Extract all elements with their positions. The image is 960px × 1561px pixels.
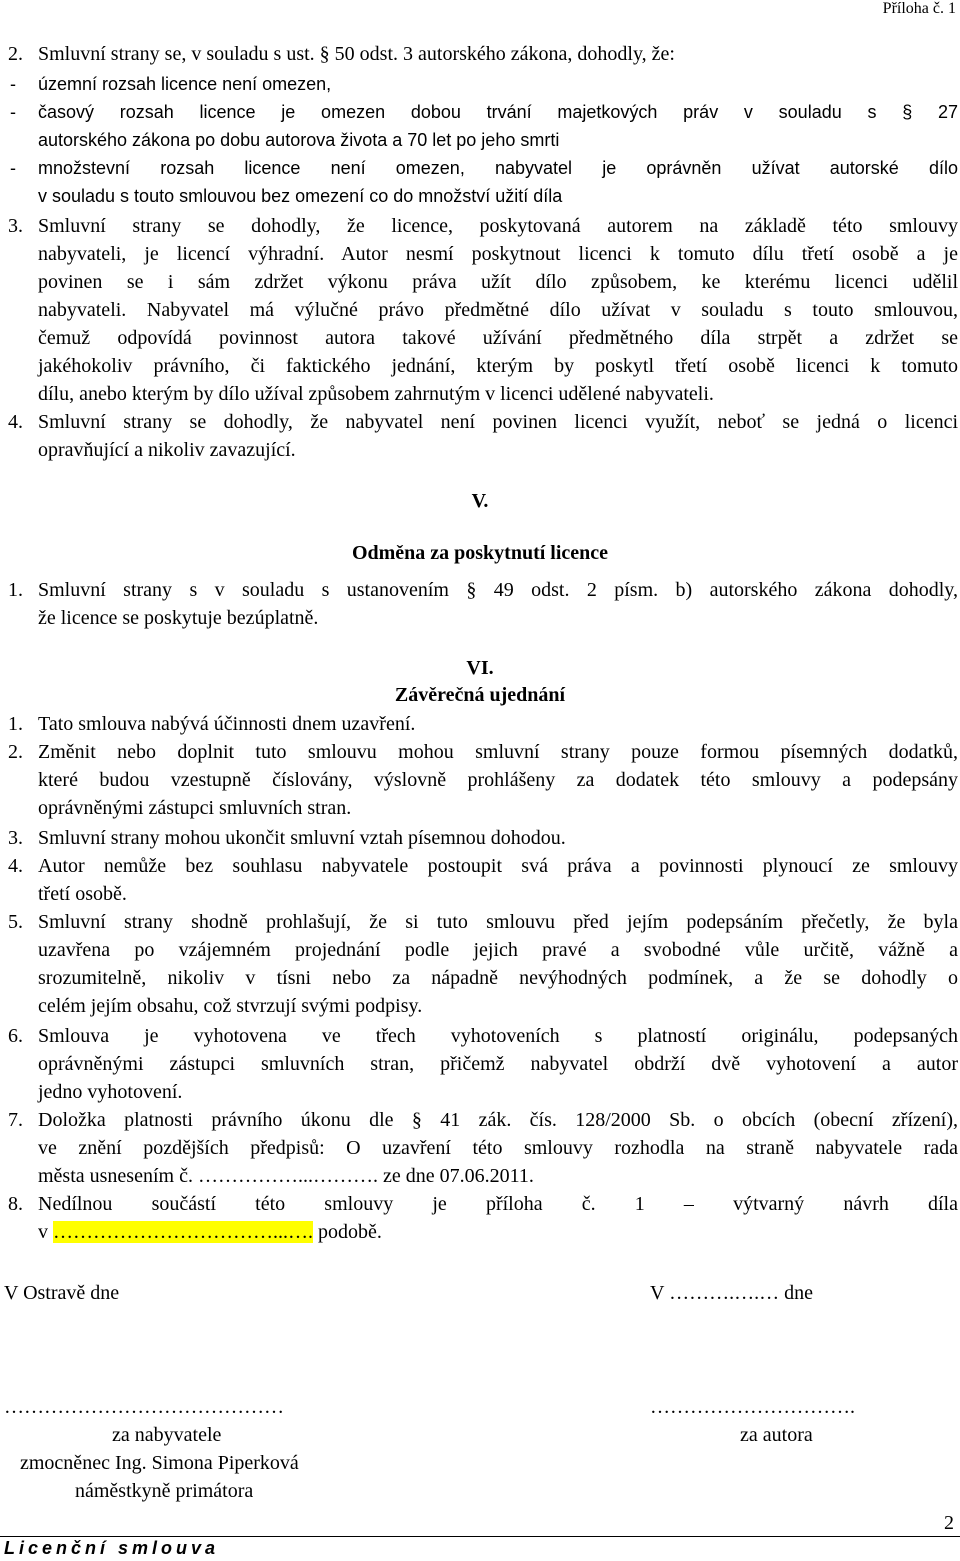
dash-bullet: - bbox=[10, 158, 16, 178]
dash-bullet: - bbox=[10, 102, 16, 122]
signature-name-left: zmocněnec Ing. Simona Piperková bbox=[20, 1452, 299, 1474]
footer-rule bbox=[0, 1536, 960, 1537]
footer-document-name: Licenční smlouva bbox=[4, 1538, 220, 1558]
dash-bullet: - bbox=[10, 74, 16, 94]
section-title: Odměna za poskytnutí licence bbox=[351, 542, 609, 564]
signature-line-left: …………………………………… bbox=[4, 1396, 284, 1418]
signature-place-left: V Ostravě dne bbox=[4, 1282, 120, 1304]
highlighted-blank-field: ……………………………...…. bbox=[53, 1221, 313, 1243]
paragraph-line: nabyvateli, je licencí výhradní. Autor nesmí poskytnout licenci k tomuto dílu třetí osobě a je bbox=[38, 243, 958, 265]
paragraph-line: Smluvní strany s v souladu s ustanovením § 49 odst. 2 písm. b) autorského zákona dohodly, bbox=[38, 579, 958, 601]
signature-role-left: za nabyvatele bbox=[112, 1424, 222, 1446]
item-number: 3. bbox=[8, 827, 23, 849]
item-number: 8. bbox=[8, 1193, 23, 1215]
signature-place-right: V ……….….… dne bbox=[650, 1282, 813, 1304]
paragraph-line: nabyvateli. Nabyvatel má výlučné právo předmětné dílo užívat v souladu s touto smlouvou, bbox=[38, 299, 958, 321]
paragraph-line: čemuž odpovídá povinnost autora takové užívání předmětného díla strpět a zdržet se bbox=[38, 327, 958, 349]
paragraph-line: Smluvní strany shodně prohlašují, že si tuto smlouvu před jejím podepsáním přečetly, že byla bbox=[38, 911, 958, 933]
section-number: VI. bbox=[466, 657, 494, 679]
dash-line: územní rozsah licence není omezen, bbox=[38, 74, 332, 94]
paragraph-line: oprávněnými zástupci smluvních stran. bbox=[38, 797, 352, 819]
dash-line: autorského zákona po dobu autorova života a 70 let po jeho smrti bbox=[38, 130, 560, 150]
item8-suffix: podobě. bbox=[313, 1221, 382, 1243]
item-number: 5. bbox=[8, 911, 23, 933]
section-number: V. bbox=[471, 490, 489, 512]
item-number: 6. bbox=[8, 1025, 23, 1047]
paragraph-line: Autor nemůže bez souhlasu nabyvatele postoupit svá práva a povinnosti plynoucí ze smlouvy bbox=[38, 855, 958, 877]
item-number: 2. bbox=[8, 741, 23, 763]
paragraph-line: jedno vyhotovení. bbox=[38, 1081, 183, 1103]
item-number: 1. bbox=[8, 579, 23, 601]
paragraph-line: Smluvní strany mohou ukončit smluvní vztah písemnou dohodou. bbox=[38, 827, 566, 849]
item-number: 4. bbox=[8, 411, 23, 433]
page-number: 2 bbox=[944, 1512, 954, 1534]
signature-line-right: …………………………. bbox=[650, 1396, 855, 1418]
paragraph-line: Smluvní strany se dohodly, že licence, poskytovaná autorem na základě této smlouvy bbox=[38, 215, 958, 237]
dash-line: v souladu s touto smlouvou bez omezení co do množství užití díla bbox=[38, 186, 563, 206]
item-number: 1. bbox=[8, 713, 23, 735]
paragraph-line: opravňující a nikoliv zavazující. bbox=[38, 439, 296, 461]
item-number: 3. bbox=[8, 215, 23, 237]
item-number: 2. bbox=[8, 43, 23, 65]
dash-line: množstevní rozsah licence není omezen, nabyvatel je oprávněn užívat autorské dílo bbox=[38, 158, 958, 178]
annex-label: Příloha č. 1 bbox=[882, 0, 956, 17]
paragraph-line: třetí osobě. bbox=[38, 883, 127, 905]
paragraph-line: Smluvní strany se, v souladu s ust. § 50 odst. 3 autorského zákona, dohodly, že: bbox=[38, 43, 675, 65]
paragraph-line: povinen se i sám zdržet výkonu práva užít dílo způsobem, ke kterému licenci udělil bbox=[38, 271, 958, 293]
paragraph-line: že licence se poskytuje bezúplatně. bbox=[38, 607, 319, 629]
paragraph-line: uzavřena po vzájemném projednání podle jejich pravé a svobodné vůle určitě, vážně a bbox=[38, 939, 958, 961]
section-title: Závěrečná ujednání bbox=[394, 684, 566, 706]
paragraph-line: srozumitelně, nikoliv v tísni nebo za nápadně nevýhodných podmínek, a že se dohodly o bbox=[38, 967, 958, 989]
paragraph-line: ve znění pozdějších předpisů: O uzavření této smlouvy rozhodla na straně nabyvatele rada bbox=[38, 1137, 958, 1159]
paragraph-line: dílu, anebo kterým by dílo užíval způsobem zahrnutým v licenci udělené nabyvateli. bbox=[38, 383, 714, 405]
paragraph-line: Tato smlouva nabývá účinnosti dnem uzavření. bbox=[38, 713, 416, 735]
paragraph-line: Smlouva je vyhotovena ve třech vyhotoveních s platností originálu, podepsaných bbox=[38, 1025, 958, 1047]
item-number: 4. bbox=[8, 855, 23, 877]
paragraph-line: města usnesením č. ……………...………. ze dne 07.06.2011. bbox=[38, 1165, 534, 1187]
paragraph-line: celém jejím obsahu, což stvrzují svými podpisy. bbox=[38, 995, 423, 1017]
paragraph-line: Změnit nebo doplnit tuto smlouvu mohou smluvní strany pouze formou písemných dodatků, bbox=[38, 741, 958, 763]
signature-role-right: za autora bbox=[740, 1424, 813, 1446]
paragraph-line: Nedílnou součástí této smlouvy je příloha č. 1 – výtvarný návrh díla bbox=[38, 1193, 958, 1215]
paragraph-line bbox=[38, 1218, 958, 1246]
item8-prefix: v bbox=[38, 1221, 48, 1243]
paragraph-line: Smluvní strany se dohodly, že nabyvatel není povinen licenci využít, neboť se jedná o licenci bbox=[38, 411, 958, 433]
paragraph-line: které budou vzestupně číslovány, výslovně prohlášeny za dodatek této smlouvy a podepsány bbox=[38, 769, 958, 791]
signature-title-left: náměstkyně primátora bbox=[75, 1480, 254, 1502]
paragraph-line: jakéhokoliv právního, či faktického jednání, kterým by poskytl třetí osobě licenci k tomuto bbox=[38, 355, 958, 377]
dash-line: časový rozsah licence je omezen dobou trvání majetkových práv v souladu s § 27 bbox=[38, 102, 958, 122]
paragraph-line: Doložka platnosti právního úkonu dle § 41 zák. čís. 128/2000 Sb. o obcích (obecní zřízení), bbox=[38, 1109, 958, 1131]
paragraph-line: oprávněnými zástupci smluvních stran, přičemž nabyvatel obdrží dvě vyhotovení a autor bbox=[38, 1053, 958, 1075]
item-number: 7. bbox=[8, 1109, 23, 1131]
